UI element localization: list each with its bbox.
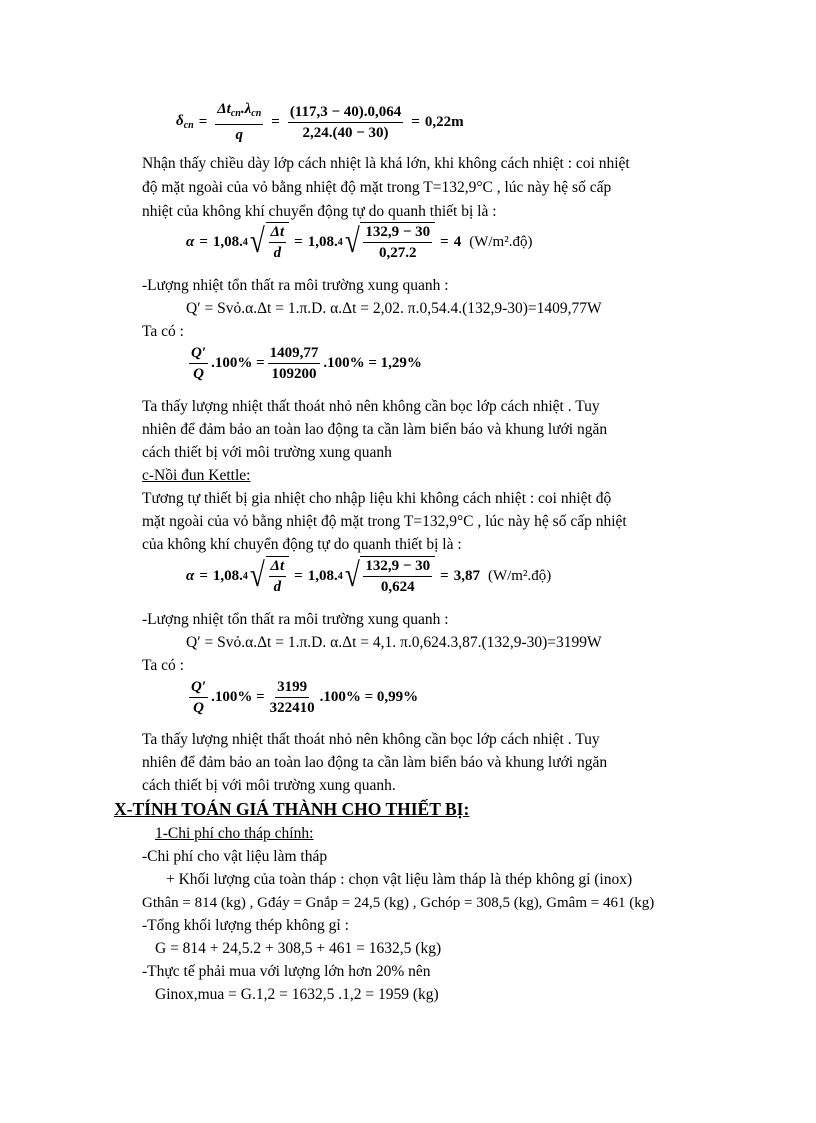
eq4-coef: 1,08. <box>212 567 243 584</box>
paragraph-line: G = 814 + 24,5.2 + 308,5 + 461 = 1632,5 (kg) <box>155 940 442 957</box>
eq3-den1: Q <box>193 366 204 382</box>
equation-heat-loss-percent-1 <box>186 344 422 383</box>
eq4-root-index: 4 <box>242 570 248 582</box>
paragraph-line: cách thiết bị với môi trường xung quanh <box>142 444 392 461</box>
eq5-mid: .100% = <box>211 689 265 705</box>
paragraph-line: nhiên để đảm bảo an toàn lao động ta cần làm biển báo và khung lưới ngăn <box>142 421 608 438</box>
equation-alpha-2: α = 1,08. 4 √ $\frac{\Delta t}{d}$ = 1,08. 4 √ $\frac{132,9 - 30}{0,624}$ = 3,87 (W/m².độ) <box>186 557 552 595</box>
eq2-unit: (W/m².độ) <box>469 233 533 250</box>
eq3-mid: .100% = <box>211 355 265 371</box>
paragraph-line: Q′ = Svỏ.α.Δt = 1.π.D. α.Δt = 2,02. π.0,54.4.(132,9-30)=1409,77W <box>186 300 602 317</box>
eq5-den2: 322410 <box>269 700 315 716</box>
subsection-kettle: c-Nồi đun Kettle: <box>142 467 251 484</box>
paragraph-line: Nhận thấy chiều dày lớp cách nhiệt là khá lớn, khi không cách nhiệt : coi nhiệt <box>142 155 630 172</box>
equation-heat-loss-percent-2 <box>186 678 418 717</box>
eq5-end: .100% = 0,99% <box>319 689 419 705</box>
paragraph-line: -Tổng khối lượng thép không gỉ : <box>142 917 349 934</box>
equation-insulation-thickness: $\delta_{cn}$ = $\frac{\Delta t_{cn}.\lambda_{cn}}{q}$ = $\frac{(117,3 - 40).0,064}{2,24.(40 - 30)}$ = 0,22m <box>176 101 464 143</box>
paragraph-line: độ mặt ngoài của vỏ bằng nhiệt độ mặt trong T=132,9°C , lúc này hệ số cấp <box>142 179 612 196</box>
eq2-coef: 1,08. <box>212 233 243 250</box>
paragraph-line: Tương tự thiết bị gia nhiệt cho nhập liệu khi không cách nhiệt : coi nhiệt độ <box>142 490 612 507</box>
eq1-result: 0,22m <box>424 113 464 130</box>
eq4-num2: 132,9 − 30 <box>363 557 432 577</box>
eq1-lhs-sub: cn <box>183 120 194 131</box>
paragraph-line: cách thiết bị với môi trường xung quanh. <box>142 777 396 794</box>
eq3-end: .100% = 1,29% <box>323 355 422 371</box>
paragraph-line: Ta có : <box>142 323 184 340</box>
eq2-den2: 0,27.2 <box>379 245 417 261</box>
eq2-den1: d <box>273 245 282 261</box>
paragraph-line: Gthân = 814 (kg) , Gđáy = Gnắp = 24,5 (kg) , Gchóp = 308,5 (kg), Gmâm = 461 (kg) <box>142 895 655 911</box>
eq1-num1: Δt <box>217 101 231 117</box>
paragraph-line: Ta thấy lượng nhiệt thất thoát nhỏ nên không cần bọc lớp cách nhiệt . Tuy <box>142 398 600 415</box>
paragraph-line: nhiệt của không khí chuyển động tự do quanh thiết bị là : <box>142 203 497 220</box>
eq3-num2: 1409,77 <box>268 344 321 364</box>
eq3-den2: 109200 <box>271 366 317 382</box>
eq4-lhs: α <box>186 567 195 584</box>
paragraph-line: nhiên để đảm bảo an toàn lao động ta cần làm biển báo và khung lưới ngăn <box>142 754 608 771</box>
subsection-heading: 1-Chi phí cho tháp chính: <box>155 825 314 842</box>
eq2-lhs: α <box>186 233 195 250</box>
paragraph-line: -Lượng nhiệt tổn thất ra môi trường xung quanh : <box>142 611 449 628</box>
eq4-unit: (W/m².độ) <box>487 567 552 584</box>
eq5-num1: Q′ <box>189 678 208 698</box>
eq4-den1: d <box>273 579 282 595</box>
eq1-den2: 2,24.(40 − 30) <box>302 124 389 141</box>
eq4-result: 3,87 <box>453 567 480 584</box>
paragraph-line: Ta thấy lượng nhiệt thất thoát nhỏ nên không cần bọc lớp cách nhiệt . Tuy <box>142 731 600 748</box>
paragraph-line: mặt ngoài của vỏ bằng nhiệt độ mặt trong T=132,9°C , lúc này hệ số cấp nhiệt <box>142 513 627 530</box>
paragraph-line: Ginox,mua = G.1,2 = 1632,5 .1,2 = 1959 (kg) <box>155 986 439 1003</box>
equation-alpha-1: α = 1,08. 4 √ $\frac{\Delta t}{d}$ = 1,08. 4 √ $\frac{132,9 - 30}{0,27.2}$ = 4 (W/m².độ) <box>186 223 533 261</box>
paragraph-line: của không khí chuyển động tự do quanh thiết bị là : <box>142 536 462 553</box>
eq1-num1-sub: cn <box>230 108 241 119</box>
paragraph-line: -Thực tế phải mua với lượng lớn hơn 20% nên <box>142 963 431 980</box>
eq2-num1: Δt <box>269 223 287 243</box>
eq1-lhs: δ <box>176 113 184 129</box>
paragraph-line: Ta có : <box>142 657 184 674</box>
eq2-num2: 132,9 − 30 <box>363 223 432 243</box>
paragraph-line: -Lượng nhiệt tổn thất ra môi trường xung quanh : <box>142 277 449 294</box>
eq2-result: 4 <box>453 233 462 250</box>
paragraph-line: -Chi phí cho vật liệu làm tháp <box>142 848 328 865</box>
eq1-num1b: .λ <box>240 101 252 117</box>
eq1-den1: q <box>235 127 243 143</box>
eq4-den2: 0,624 <box>380 579 415 595</box>
eq2-root-index: 4 <box>242 236 248 248</box>
eq5-num2: 3199 <box>275 678 309 698</box>
eq3-num1: Q′ <box>189 344 208 364</box>
eq1-num2: (117,3 − 40).0,064 <box>288 103 403 123</box>
eq4-num1: Δt <box>269 557 287 577</box>
eq1-num1b-sub: cn <box>251 108 262 119</box>
paragraph-line: + Khối lượng của toàn tháp : chọn vật liệu làm tháp là thép không gỉ (inox) <box>166 871 633 888</box>
section-heading: X-TÍNH TOÁN GIÁ THÀNH CHO THIẾT BỊ: <box>114 799 470 819</box>
paragraph-line: Q′ = Svỏ.α.Δt = 1.π.D. α.Δt = 4,1. π.0,624.3,87.(132,9-30)=3199W <box>186 634 602 651</box>
eq5-den1: Q <box>193 700 204 716</box>
